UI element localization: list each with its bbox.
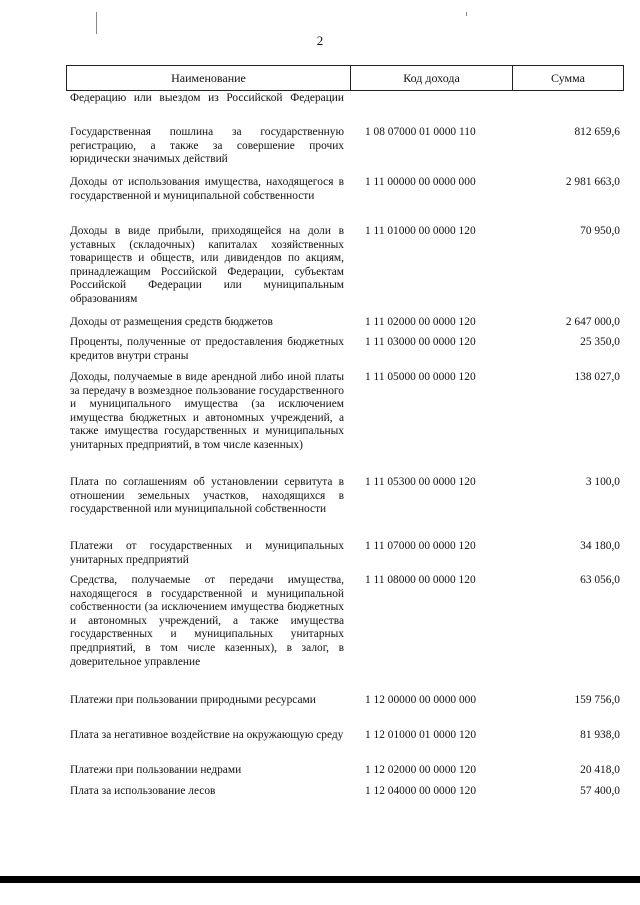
row-code: 1 11 01000 00 0000 120 — [365, 225, 476, 237]
row-name: Доходы от использования имущества, находящегося в государственной и муниципальной собственности — [70, 176, 344, 202]
row-code: 1 11 08000 00 0000 120 — [365, 574, 476, 586]
row-name: Платежи от государственных и муниципальных унитарных предприятий — [70, 540, 344, 566]
scan-edge-bar — [0, 876, 640, 883]
row-sum: 2 647 000,0 — [565, 316, 620, 328]
row-sum: 57 400,0 — [580, 785, 620, 797]
row-code: 1 11 00000 00 0000 000 — [365, 176, 476, 188]
row-name: Доходы от размещения средств бюджетов — [70, 316, 273, 328]
row-code: 1 12 00000 00 0000 000 — [365, 694, 477, 706]
page-number: 2 — [316, 33, 324, 48]
row-sum: 3 100,0 — [585, 476, 620, 488]
row-sum: 81 938,0 — [580, 729, 620, 741]
row-name: Плата по соглашениям об установлении сервитута в отношении земельных участков, находящихся в государственной или муниципальной собственности — [70, 476, 344, 516]
row-code: 1 11 07000 00 0000 120 — [365, 540, 476, 552]
scan-mark — [466, 12, 467, 16]
header-sum: Сумма — [551, 70, 585, 85]
row-name: Проценты, полученные от предоставления бюджетных кредитов внутри страны — [70, 336, 344, 362]
row-name: Платежи при пользовании недрами — [70, 764, 242, 776]
table-header — [66, 65, 624, 91]
row-sum: 63 056,0 — [580, 574, 620, 586]
row-name: Средства, получаемые от передачи имущества, находящегося в государственной и муниципальной собственности (за исключением имущества бюджетных и автономных учреждений, а также имущества государственных и муниципальных унитарных предприятий, в том числе казенных), в залог, в доверительное управление — [70, 574, 344, 668]
row-name: Доходы в виде прибыли, приходящейся на доли в уставных (складочных) капиталах хозяйственных товариществ и обществ, или дивидендов по акциям, принадлежащим Российской Федерации, субъектам Российской Федерации или муниципальным образованиям — [70, 225, 344, 305]
row-name: Государственная пошлина за государственную регистрацию, а также за совершение прочих юридически значимых действий — [70, 126, 344, 166]
row-sum: 159 756,0 — [574, 694, 620, 706]
row-sum: 2 981 663,0 — [565, 176, 620, 188]
row-sum: 34 180,0 — [580, 540, 620, 552]
row-name: Платежи при пользовании природными ресурсами — [70, 694, 316, 706]
row-code: 1 08 07000 01 0000 110 — [365, 126, 476, 138]
header-name: Наименование — [67, 66, 351, 90]
row-sum: 20 418,0 — [580, 764, 620, 776]
row-name: Плата за использование лесов — [70, 785, 216, 797]
row-code: 1 11 05000 00 0000 120 — [365, 371, 476, 383]
row-sum: 25 350,0 — [580, 336, 620, 348]
row-name: Плата за негативное воздействие на окружающую среду — [70, 729, 344, 741]
row-code: 1 11 03000 00 0000 120 — [365, 336, 476, 348]
row-code: 1 11 05300 00 0000 120 — [365, 476, 476, 488]
row-sum: 138 027,0 — [574, 371, 620, 383]
row-code: 1 12 01000 01 0000 120 — [365, 729, 477, 741]
row-code: 1 11 02000 00 0000 120 — [365, 316, 476, 328]
header-code: Код дохода — [351, 66, 513, 90]
row-name: Доходы, получаемые в виде арендной либо иной платы за передачу в возмездное пользование государственного и муниципального имущества (за исключением имущества бюджетных и автономных учреждений, а также имущества государственных и муниципальных унитарных предприятий, в том числе казенных) — [70, 371, 344, 451]
row-name: Федерацию или выездом из Российской Федерации — [70, 92, 344, 104]
row-sum: 812 659,6 — [574, 126, 620, 138]
scan-mark — [96, 12, 97, 34]
row-sum: 70 950,0 — [580, 225, 620, 237]
row-code: 1 12 04000 00 0000 120 — [365, 785, 477, 797]
row-code: 1 12 02000 00 0000 120 — [365, 764, 477, 776]
